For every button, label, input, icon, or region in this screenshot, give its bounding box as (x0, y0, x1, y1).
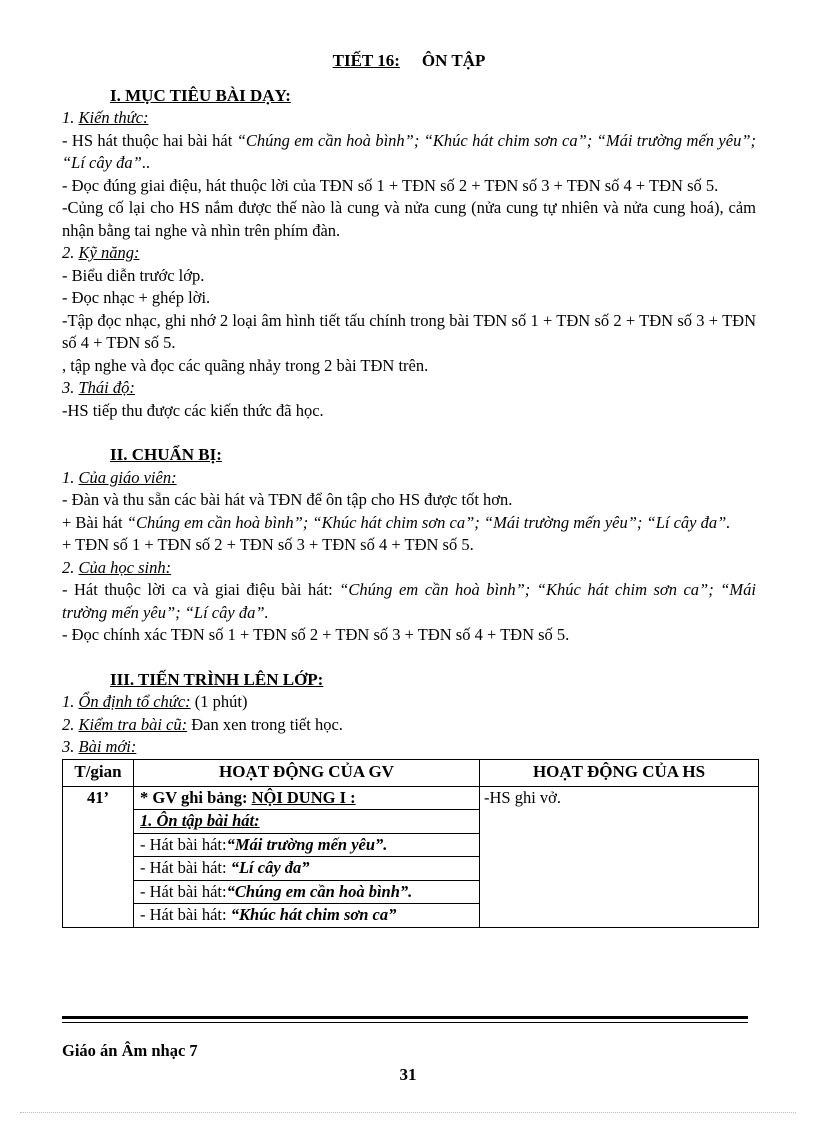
procedure-item-2: 2. Kiểm tra bài cũ: Đan xen trong tiết học. (62, 714, 343, 734)
skills-line-2: - Đọc nhạc + ghép lời. (62, 288, 211, 307)
section-procedure-heading: III. TIẾN TRÌNH LÊN LỚP: (110, 669, 324, 689)
lesson-number: TIẾT 16: (332, 51, 400, 70)
teacher-line-2: + Bài hát “Chúng em cần hoà bình”; “Khúc hát chim sơn ca”; “Mái trường mến yêu”; “Lí cây đa”. (62, 512, 731, 532)
attitude-line-1: -HS tiếp thu được các kiến thức đã học. (62, 400, 324, 420)
lesson-name: ÔN TẬP (421, 51, 486, 70)
knowledge-line-3: -Củng cố lại cho HS nắm được thế nào là cung và nửa cung (nửa cung tự nhiên và nửa cung hoá), cảm nhận bằng tai nghe và nhìn trên phím đàn. (62, 198, 756, 240)
song-item: - Hát bài hát:“Chúng em cần hoà bình”. (134, 881, 479, 905)
teacher-line-3: + TĐN số 1 + TĐN số 2 + TĐN số 3 + TĐN số 4 + TĐN số 5. (62, 535, 474, 554)
student-activity-cell: -HS ghi vở. (480, 786, 759, 927)
table-row (63, 786, 759, 927)
skills-line-4: , tập nghe và đọc các quãng nhảy trong 2 bài TĐN trên. (62, 355, 429, 375)
section-preparation-heading: II. CHUẨN BỊ: (110, 445, 222, 464)
time-cell: 41’ (63, 786, 134, 927)
skills-line-1: - Biểu diễn trước lớp. (62, 265, 205, 285)
footer-divider (62, 1016, 748, 1019)
knowledge-line-2: - Đọc đúng giai điệu, hát thuộc lời của TĐN số 1 + TĐN số 2 + TĐN số 3 + TĐN số 4 + TĐN số 5. (62, 175, 719, 195)
procedure-item-1: 1. Ổn định tổ chức: (1 phút) (62, 692, 248, 711)
footer-text: Giáo án Âm nhạc 7 (62, 1041, 198, 1060)
teacher-line-1: - Đàn và thu sẵn các bài hát và TĐN để ôn tập cho HS được tốt hơn. (62, 490, 513, 509)
song-item: - Hát bài hát: “Khúc hát chim sơn ca” (140, 905, 397, 924)
skills-label: 2. Kỹ năng: (62, 243, 140, 262)
song-item: - Hát bài hát:“Mái trường mến yêu”. (134, 834, 479, 858)
review-heading: 1. Ôn tập bài hát: (134, 810, 479, 834)
knowledge-line-1: - HS hát thuộc hai bài hát “Chúng em cần hoà bình”; “Khúc hát chim sơn ca”; “Mái trường mến yêu”; “Lí cây đa”.. (62, 130, 756, 172)
page-title (62, 50, 756, 73)
page-break-line (20, 1112, 796, 1113)
header-student-activity: HOẠT ĐỘNG CỦA HS (480, 759, 759, 786)
activity-table (62, 759, 759, 928)
footer-divider-thin (62, 1022, 748, 1023)
attitude-label: 3. Thái độ: (62, 378, 135, 397)
student-line-2: - Đọc chính xác TĐN số 1 + TĐN số 2 + TĐN số 3 + TĐN số 4 + TĐN số 5. (62, 625, 570, 644)
document-page (62, 50, 756, 928)
header-time: T/gian (63, 759, 134, 786)
section-objectives-heading: I. MỤC TIÊU BÀI DẠY: (110, 85, 291, 105)
procedure-item-3: 3. Bài mới: (62, 737, 137, 756)
student-label: 2. Của học sinh: (62, 557, 172, 577)
teacher-activity-cell (134, 786, 480, 927)
header-teacher-activity: HOẠT ĐỘNG CỦA GV (134, 759, 480, 786)
table-header-row (63, 759, 759, 786)
song-item: - Hát bài hát: “Lí cây đa” (134, 857, 479, 881)
page-number: 31 (399, 1065, 417, 1084)
student-line-1: - Hát thuộc lời ca và giai điệu bài hát: “Chúng em cần hoà bình”; “Khúc hát chim sơn ca”; “Mái trường mến yêu”; “Lí cây đa”. (62, 580, 756, 622)
knowledge-label: 1. Kiến thức: (62, 108, 149, 127)
teacher-label: 1. Của giáo viên: (62, 467, 177, 487)
skills-line-3: -Tập đọc nhạc, ghi nhớ 2 loại âm hình tiết tấu chính trong bài TĐN số 1 + TĐN số 2 + TĐN số 3 + TĐN số 4 + TĐN số 5. (62, 310, 756, 352)
board-note: * GV ghi bảng: NỘI DUNG I : (134, 787, 479, 811)
